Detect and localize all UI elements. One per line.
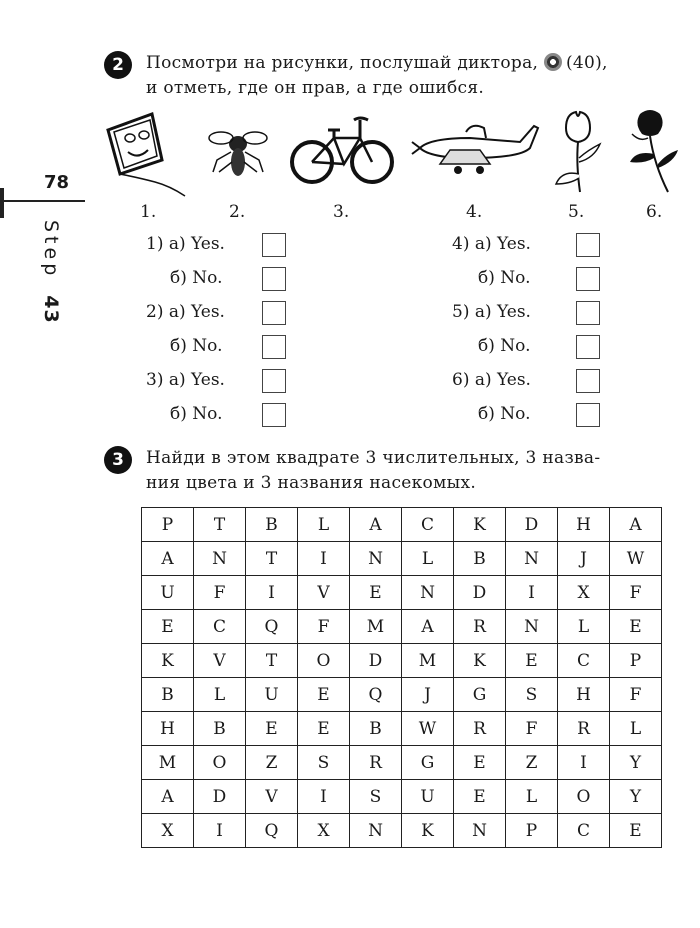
margin-rule [0, 200, 85, 202]
grid-row [142, 746, 662, 780]
grid-cell[interactable]: G [454, 678, 506, 712]
grid-cell[interactable]: K [142, 644, 194, 678]
answer-no-checkbox[interactable] [262, 335, 286, 359]
picture-number: 6. [646, 202, 663, 222]
grid-cell[interactable]: M [350, 610, 402, 644]
grid-cell[interactable]: S [298, 746, 350, 780]
grid-cell[interactable]: J [402, 678, 454, 712]
answer-no-checkbox[interactable] [576, 335, 600, 359]
grid-row [142, 814, 662, 848]
grid-cell[interactable]: D [194, 780, 246, 814]
grid-cell[interactable]: I [246, 576, 298, 610]
fly-icon [207, 122, 269, 184]
exercise-2-line1: Посмотри на рисунки, послушай диктора, [146, 53, 539, 73]
grid-cell[interactable]: E [506, 644, 558, 678]
grid-cell[interactable]: K [454, 508, 506, 542]
grid-cell[interactable]: X [558, 576, 610, 610]
grid-cell[interactable]: U [142, 576, 194, 610]
grid-cell[interactable]: M [402, 644, 454, 678]
grid-cell[interactable]: B [194, 712, 246, 746]
answer-no-label: б) No. [170, 268, 223, 288]
answer-yes-label: 2) а) Yes. [146, 302, 225, 322]
grid-cell[interactable]: I [558, 746, 610, 780]
answer-yes-checkbox[interactable] [576, 369, 600, 393]
grid-cell[interactable]: B [350, 712, 402, 746]
answer-no-checkbox[interactable] [262, 403, 286, 427]
picture-number: 4. [466, 202, 483, 222]
grid-cell[interactable]: A [350, 508, 402, 542]
rose-icon [620, 104, 682, 196]
grid-row [142, 712, 662, 746]
grid-cell[interactable]: K [402, 814, 454, 848]
grid-cell[interactable]: V [194, 644, 246, 678]
grid-cell[interactable]: C [194, 610, 246, 644]
grid-cell[interactable]: E [246, 712, 298, 746]
grid-cell[interactable]: R [454, 712, 506, 746]
answer-yes-checkbox[interactable] [262, 301, 286, 325]
grid-cell[interactable]: R [350, 746, 402, 780]
exercise-2-instruction [146, 51, 608, 101]
grid-cell[interactable]: I [194, 814, 246, 848]
grid-cell[interactable]: Z [246, 746, 298, 780]
audio-track: (40), [565, 53, 608, 73]
picture-number: 5. [568, 202, 585, 222]
bicycle-icon [288, 108, 396, 188]
grid-cell[interactable]: Q [246, 814, 298, 848]
grid-cell[interactable]: J [558, 542, 610, 576]
answer-no-label: б) No. [170, 336, 223, 356]
grid-cell[interactable]: Q [246, 610, 298, 644]
answer-no-label: б) No. [478, 268, 531, 288]
grid-cell[interactable]: X [142, 814, 194, 848]
airplane-icon [410, 112, 542, 184]
grid-cell[interactable]: V [298, 576, 350, 610]
grid-cell[interactable]: T [246, 644, 298, 678]
grid-cell[interactable]: O [298, 644, 350, 678]
grid-cell[interactable]: P [610, 644, 662, 678]
grid-cell[interactable]: S [506, 678, 558, 712]
grid-cell[interactable]: F [610, 678, 662, 712]
answer-yes-checkbox[interactable] [262, 233, 286, 257]
grid-cell[interactable]: L [610, 712, 662, 746]
grid-row [142, 542, 662, 576]
grid-cell[interactable]: E [298, 678, 350, 712]
answer-no-checkbox[interactable] [262, 267, 286, 291]
step-number: 43 [40, 295, 62, 324]
grid-cell[interactable]: E [610, 610, 662, 644]
answer-yes-label: 3) а) Yes. [146, 370, 225, 390]
grid-cell[interactable]: Y [610, 780, 662, 814]
grid-row [142, 644, 662, 678]
answer-no-label: б) No. [478, 404, 531, 424]
answer-yes-label: 5) а) Yes. [452, 302, 531, 322]
grid-row [142, 576, 662, 610]
grid-cell[interactable]: E [454, 780, 506, 814]
kite-icon [100, 108, 190, 198]
word-search-grid [141, 507, 662, 848]
grid-cell[interactable]: S [350, 780, 402, 814]
grid-cell[interactable]: E [610, 814, 662, 848]
grid-cell[interactable]: L [194, 678, 246, 712]
grid-cell[interactable]: C [558, 814, 610, 848]
grid-cell[interactable]: E [298, 712, 350, 746]
exercise-3-instruction [146, 446, 600, 496]
exercise-3-badge: 3 [104, 446, 132, 474]
grid-cell[interactable]: X [298, 814, 350, 848]
grid-cell[interactable]: A [142, 542, 194, 576]
grid-cell[interactable]: N [454, 814, 506, 848]
grid-cell[interactable]: I [298, 542, 350, 576]
grid-cell[interactable]: A [610, 508, 662, 542]
grid-row [142, 610, 662, 644]
answer-yes-label: 6) а) Yes. [452, 370, 531, 390]
answer-no-label: б) No. [170, 404, 223, 424]
grid-cell[interactable]: N [402, 576, 454, 610]
answer-yes-checkbox[interactable] [576, 301, 600, 325]
answer-yes-label: 4) а) Yes. [452, 234, 531, 254]
answer-yes-checkbox[interactable] [576, 233, 600, 257]
step-word: Step [40, 220, 62, 280]
grid-cell[interactable]: I [298, 780, 350, 814]
grid-cell[interactable]: A [142, 780, 194, 814]
exercise-3-line2: ния цвета и 3 названия насекомых. [146, 473, 477, 493]
grid-cell[interactable]: U [246, 678, 298, 712]
grid-cell[interactable]: O [194, 746, 246, 780]
grid-cell[interactable]: L [298, 508, 350, 542]
grid-cell[interactable]: C [558, 644, 610, 678]
tulip-icon [548, 104, 612, 196]
exercise-2-badge: 2 [104, 51, 132, 79]
grid-cell[interactable]: Q [350, 678, 402, 712]
grid-cell[interactable]: D [506, 508, 558, 542]
step-label [40, 220, 62, 324]
answer-yes-label: 1) а) Yes. [146, 234, 225, 254]
grid-cell[interactable]: R [558, 712, 610, 746]
grid-cell[interactable]: D [350, 644, 402, 678]
grid-cell[interactable]: W [610, 542, 662, 576]
grid-cell[interactable]: N [506, 610, 558, 644]
answer-no-checkbox[interactable] [576, 403, 600, 427]
exercise-2-line2: и отметь, где он прав, а где ошибся. [146, 78, 485, 98]
grid-cell[interactable]: N [506, 542, 558, 576]
grid-cell[interactable]: O [558, 780, 610, 814]
grid-cell[interactable]: B [246, 508, 298, 542]
grid-cell[interactable]: L [506, 780, 558, 814]
grid-cell[interactable]: P [142, 508, 194, 542]
grid-cell[interactable]: D [454, 576, 506, 610]
audio-cd-icon [544, 53, 562, 71]
grid-cell[interactable]: V [246, 780, 298, 814]
grid-cell[interactable]: N [350, 814, 402, 848]
picture-number: 2. [229, 202, 246, 222]
grid-cell[interactable]: B [142, 678, 194, 712]
grid-cell[interactable]: M [142, 746, 194, 780]
grid-cell[interactable]: F [506, 712, 558, 746]
grid-cell[interactable]: P [506, 814, 558, 848]
grid-cell[interactable]: F [610, 576, 662, 610]
grid-cell[interactable]: E [142, 610, 194, 644]
grid-cell[interactable]: F [194, 576, 246, 610]
grid-cell[interactable]: H [558, 508, 610, 542]
grid-cell[interactable]: T [246, 542, 298, 576]
grid-row [142, 678, 662, 712]
grid-cell[interactable]: T [194, 508, 246, 542]
grid-cell[interactable]: C [402, 508, 454, 542]
exercise-3-line1: Найди в этом квадрате 3 числительных, 3 назва- [146, 448, 601, 468]
page-number: 78 [44, 172, 70, 193]
answer-no-label: б) No. [478, 336, 531, 356]
grid-row [142, 780, 662, 814]
grid-cell[interactable]: B [454, 542, 506, 576]
grid-cell[interactable]: U [402, 780, 454, 814]
picture-number: 1. [140, 202, 157, 222]
grid-cell[interactable]: A [402, 610, 454, 644]
margin-marker [0, 188, 4, 218]
grid-cell[interactable]: Y [610, 746, 662, 780]
picture-number: 3. [333, 202, 350, 222]
grid-cell[interactable]: F [298, 610, 350, 644]
grid-cell[interactable]: I [506, 576, 558, 610]
grid-cell[interactable]: Z [506, 746, 558, 780]
grid-cell[interactable]: H [558, 678, 610, 712]
grid-cell[interactable]: G [402, 746, 454, 780]
grid-cell[interactable]: R [454, 610, 506, 644]
grid-cell[interactable]: K [454, 644, 506, 678]
grid-cell[interactable]: E [350, 576, 402, 610]
grid-cell[interactable]: E [454, 746, 506, 780]
grid-cell[interactable]: L [402, 542, 454, 576]
grid-cell[interactable]: N [194, 542, 246, 576]
grid-cell[interactable]: H [142, 712, 194, 746]
grid-row [142, 508, 662, 542]
answer-yes-checkbox[interactable] [262, 369, 286, 393]
grid-cell[interactable]: W [402, 712, 454, 746]
grid-cell[interactable]: L [558, 610, 610, 644]
grid-cell[interactable]: N [350, 542, 402, 576]
answer-no-checkbox[interactable] [576, 267, 600, 291]
